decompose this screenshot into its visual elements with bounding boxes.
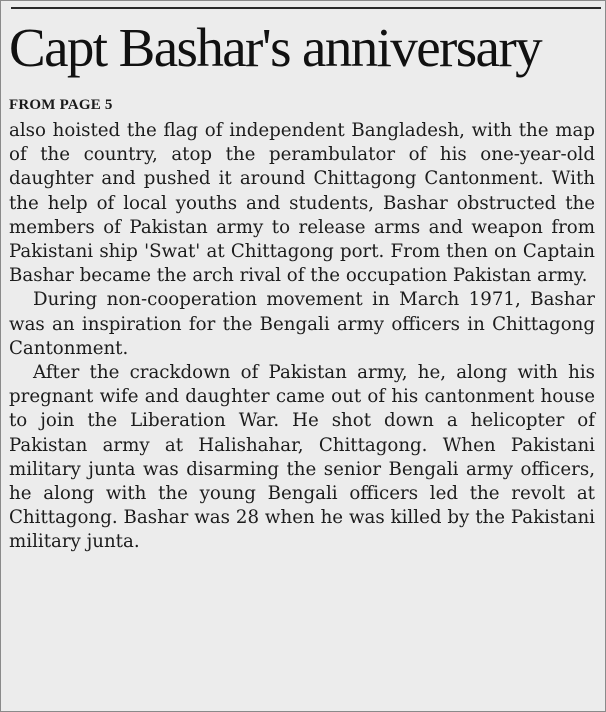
paragraph: also hoisted the flag of independent Bangladesh, with the map of the country, atop the perambulator of his one-year-old daughter and pushed it around Chittagong Cantonment. With the help of local youths and students, Bashar obstructed the members of Pakistan army to release arms and weapon from Pakistani ship 'Swat' at Chittagong port. From then on Captain Bashar became the arch rival of the occupation Pakistan army. bbox=[9, 120, 595, 287]
article-body bbox=[9, 119, 595, 555]
paragraph: After the crackdown of Pakistan army, he, along with his pregnant wife and daughter came out of his cantonment house to join the Liberation War. He shot down a helicopter of Pakistan army at Halishahar, Chittagong. When Pakistani military junta was disarming the senior Bengali army officers, he along with the young Bengali officers led the revolt at Chittagong. Bashar was 28 when he was killed by the Pakistani military junta. bbox=[9, 362, 595, 553]
headline: Capt Bashar's anniversary bbox=[9, 17, 541, 78]
jump-line: FROM PAGE 5 bbox=[9, 97, 113, 113]
paragraph: During non-cooperation movement in March 1971, Bashar was an inspiration for the Bengali army officers in Chittagong Cantonment. bbox=[9, 289, 595, 359]
top-rule bbox=[11, 7, 601, 9]
